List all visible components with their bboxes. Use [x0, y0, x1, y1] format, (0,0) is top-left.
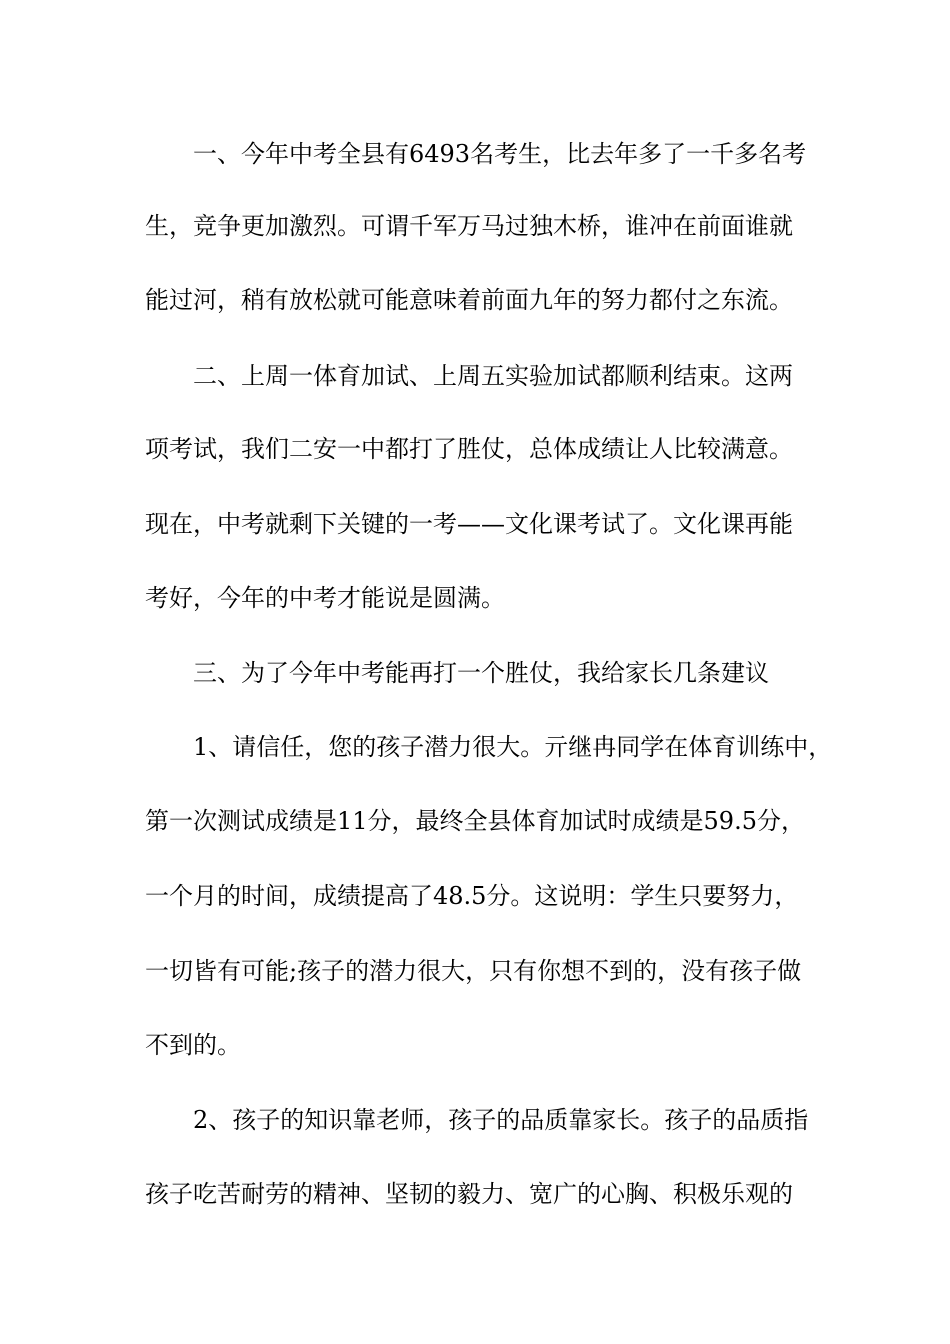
paragraph-1-line-1: 一、今年中考全县有6493名考生，比去年多了一千多名考 — [193, 140, 807, 168]
paragraph-1-line-2: 生，竞争更加激烈。可谓千军万马过独木桥，谁冲在前面谁就 — [145, 212, 793, 240]
paragraph-2-line-2: 项考试，我们二安一中都打了胜仗，总体成绩让人比较满意。 — [145, 435, 793, 463]
paragraph-4-line-4: 一切皆有可能;孩子的潜力很大，只有你想不到的，没有孩子做 — [145, 957, 802, 985]
paragraph-2-line-1: 二、上周一体育加试、上周五实验加试都顺利结束。这两 — [193, 362, 793, 390]
paragraph-5-line-2: 孩子吃苦耐劳的精神、坚韧的毅力、宽广的心胸、积极乐观的 — [145, 1180, 793, 1208]
paragraph-4-line-2: 第一次测试成绩是11分，最终全县体育加试时成绩是59.5分， — [145, 807, 805, 835]
paragraph-2-line-3: 现在，中考就剩下关键的一考——文化课考试了。文化课再能 — [145, 510, 793, 538]
paragraph-4-line-3: 一个月的时间，成绩提高了48.5分。这说明：学生只要努力， — [145, 882, 799, 910]
paragraph-3-line-1: 三、为了今年中考能再打一个胜仗，我给家长几条建议 — [193, 659, 769, 687]
paragraph-4-line-1: 1、请信任，您的孩子潜力很大。亓继冉同学在体育训练中， — [193, 733, 833, 761]
paragraph-2-line-4: 考好，今年的中考才能说是圆满。 — [145, 584, 505, 612]
paragraph-1-line-3: 能过河，稍有放松就可能意味着前面九年的努力都付之东流。 — [145, 286, 793, 314]
paragraph-5-line-1: 2、孩子的知识靠老师，孩子的品质靠家长。孩子的品质指 — [193, 1106, 809, 1134]
paragraph-4-line-5: 不到的。 — [145, 1031, 241, 1059]
